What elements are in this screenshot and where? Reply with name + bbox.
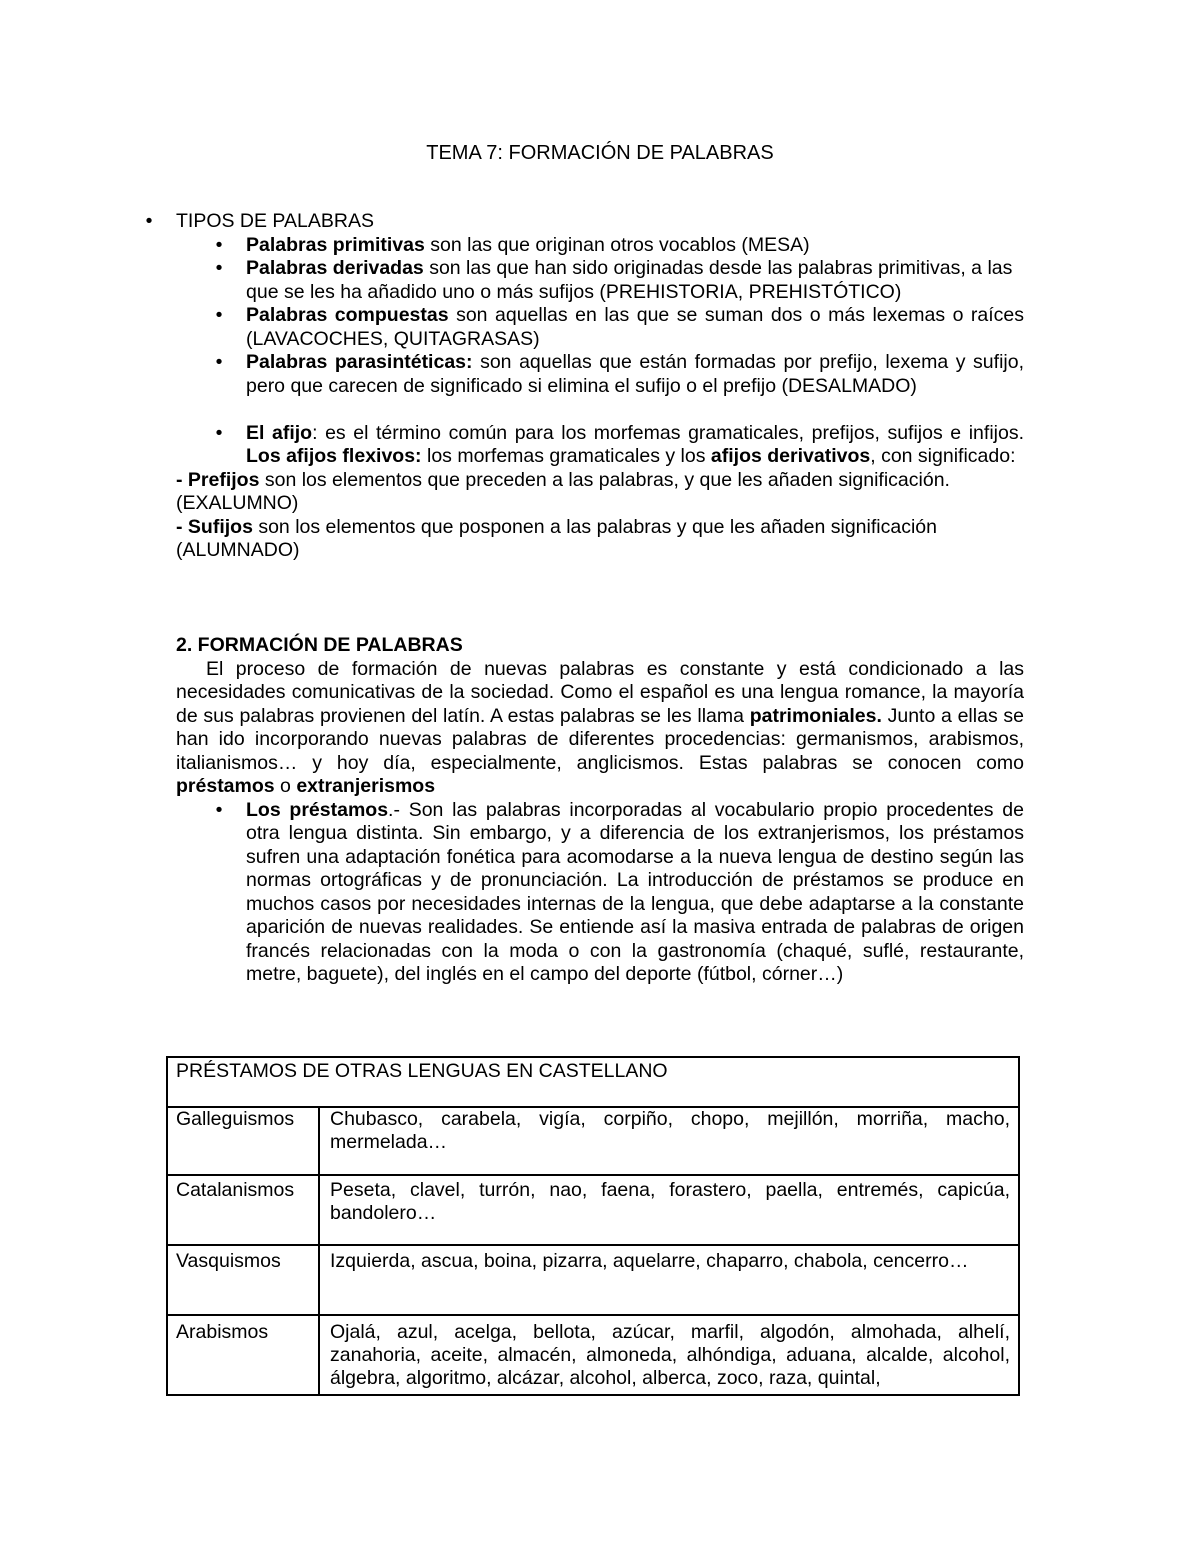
term: Los préstamos bbox=[246, 798, 389, 821]
list-item bbox=[176, 799, 1024, 987]
prestamos-table bbox=[166, 1056, 1020, 1396]
bullet-icon: • bbox=[215, 257, 223, 279]
paragraph-text: o bbox=[274, 775, 297, 797]
table-row-label: Catalanismos bbox=[176, 1179, 295, 1201]
term: préstamos bbox=[176, 775, 275, 797]
definition: son los elementos que posponen a las palabras y que les añaden significación (ALUMNADO) bbox=[176, 515, 937, 561]
term: Palabras derivadas bbox=[246, 257, 424, 279]
list-item bbox=[176, 351, 1024, 398]
list-item bbox=[176, 234, 1024, 258]
bullet-icon: • bbox=[215, 233, 223, 256]
term: Los afijos flexivos: bbox=[246, 445, 422, 467]
list-item-afijo bbox=[176, 422, 1024, 469]
formacion-section bbox=[176, 634, 1024, 987]
table-row-label: Arabismos bbox=[176, 1321, 269, 1343]
term: Palabras compuestas bbox=[246, 304, 449, 326]
definition: .- Son las palabras incorporadas al vocabulario propio procedentes de otra lengua distinta. Sin embargo, y a diferencia de los extranjerismos, los préstamos sufren una adaptación fonética para acomodarse a la nueva lengua de destino según las normas ortográficas y de pronunciación. La introducción de préstamos se produce en muchos casos por necesidades internas de la lengua, que debe adaptarse a la constante aparición de nuevas realidades. Se entiende así la masiva entrada de palabras de origen francés relacionadas con la moda o con la gastronomía (chaqué, suflé, restaurante, metre, baguete), del inglés en el campo del deporte (fútbol, córner…) bbox=[246, 798, 1024, 985]
table-row-words: Chubasco, carabela, vigía, corpiño, chopo, mejillón, morriña, macho, mermelada… bbox=[330, 1108, 1010, 1153]
bullet-icon: • bbox=[215, 798, 223, 821]
term: extranjerismos bbox=[296, 775, 436, 797]
table-header: PRÉSTAMOS DE OTRAS LENGUAS EN CASTELLANO bbox=[176, 1060, 668, 1082]
table-row-label: Galleguismos bbox=[176, 1108, 295, 1130]
prefijos-line bbox=[176, 469, 1024, 516]
table-row-words: Peseta, clavel, turrón, nao, faena, forastero, paella, entremés, capicúa, bandolero… bbox=[330, 1179, 1010, 1224]
definition: son los elementos que preceden a las palabras, y que les añaden significación. (EXALUMNO) bbox=[176, 468, 950, 514]
table-row-words: Izquierda, ascua, boina, pizarra, aquelarre, chaparro, chabola, cencerro… bbox=[330, 1250, 969, 1272]
table-row-words: Ojalá, azul, acelga, bellota, azúcar, marfil, algodón, almohada, alhelí, zanahoria, aceite, almacén, almoneda, alhóndiga, aduana, alcalde, alcohol, álgebra, algoritmo, alcázar, alcohol, alberca, zoco, raza, quintal, bbox=[330, 1321, 1010, 1389]
tipos-section bbox=[145, 210, 1025, 563]
sufijos-line bbox=[176, 516, 1024, 563]
definition: son las que han sido originadas desde las palabras primitivas, a las que se les ha añadido uno o más sufijos (PREHISTORIA, PREHISTÓTICO) bbox=[246, 257, 1013, 303]
bullet-icon: • bbox=[215, 351, 223, 373]
definition: son aquellas en las que se suman dos o más lexemas o raíces (LAVACOCHES, QUITAGRASAS) bbox=[246, 304, 1025, 350]
definition: son las que originan otros vocablos (MESA) bbox=[424, 233, 810, 256]
page-title: TEMA 7: FORMACIÓN DE PALABRAS bbox=[426, 142, 774, 164]
table-row-label: Vasquismos bbox=[176, 1250, 281, 1272]
term: afijos derivativos bbox=[710, 445, 871, 467]
bullet-icon: • bbox=[145, 210, 153, 232]
definition: , con significado: bbox=[870, 445, 1016, 467]
term: Palabras primitivas bbox=[246, 233, 425, 256]
bullet-icon: • bbox=[215, 421, 223, 444]
list-item bbox=[176, 304, 1024, 351]
list-item bbox=[145, 210, 1024, 234]
term: patrimoniales. bbox=[749, 704, 882, 727]
term: Palabras parasintéticas: bbox=[246, 351, 473, 373]
term: El afijo bbox=[246, 421, 313, 444]
term: - Sufijos bbox=[176, 515, 253, 538]
bullet-icon: • bbox=[215, 304, 223, 326]
section-heading: 2. FORMACIÓN DE PALABRAS bbox=[176, 634, 463, 656]
paragraph-text: Junto a ellas se han ido incorporando nuevas palabras de diferentes procedencias: germanismos, arabismos, italianismos… y hoy día, especialmente, anglicismos. Estas palabras se conocen como bbox=[176, 704, 1024, 774]
term: - Prefijos bbox=[176, 468, 260, 491]
paragraph-text: El proceso de formación de nuevas palabras es constante y está condicionado a las necesidades comunicativas de la sociedad. Como el español es una lengua romance, la mayoría de sus palabras provienen del latín. A estas palabras se les llama bbox=[176, 657, 1024, 727]
tipos-heading: TIPOS DE PALABRAS bbox=[176, 210, 374, 232]
list-item bbox=[176, 257, 1024, 304]
definition: : es el término común para los morfemas gramaticales, prefijos, sufijos e infijos. bbox=[312, 421, 1024, 444]
definition: los morfemas gramaticales y los bbox=[421, 445, 711, 467]
definition: son aquellas que están formadas por prefijo, lexema y sufijo, pero que carecen de significado si elimina el sufijo o el prefijo (DESALMADO) bbox=[246, 351, 1024, 397]
paragraph bbox=[176, 658, 1024, 799]
